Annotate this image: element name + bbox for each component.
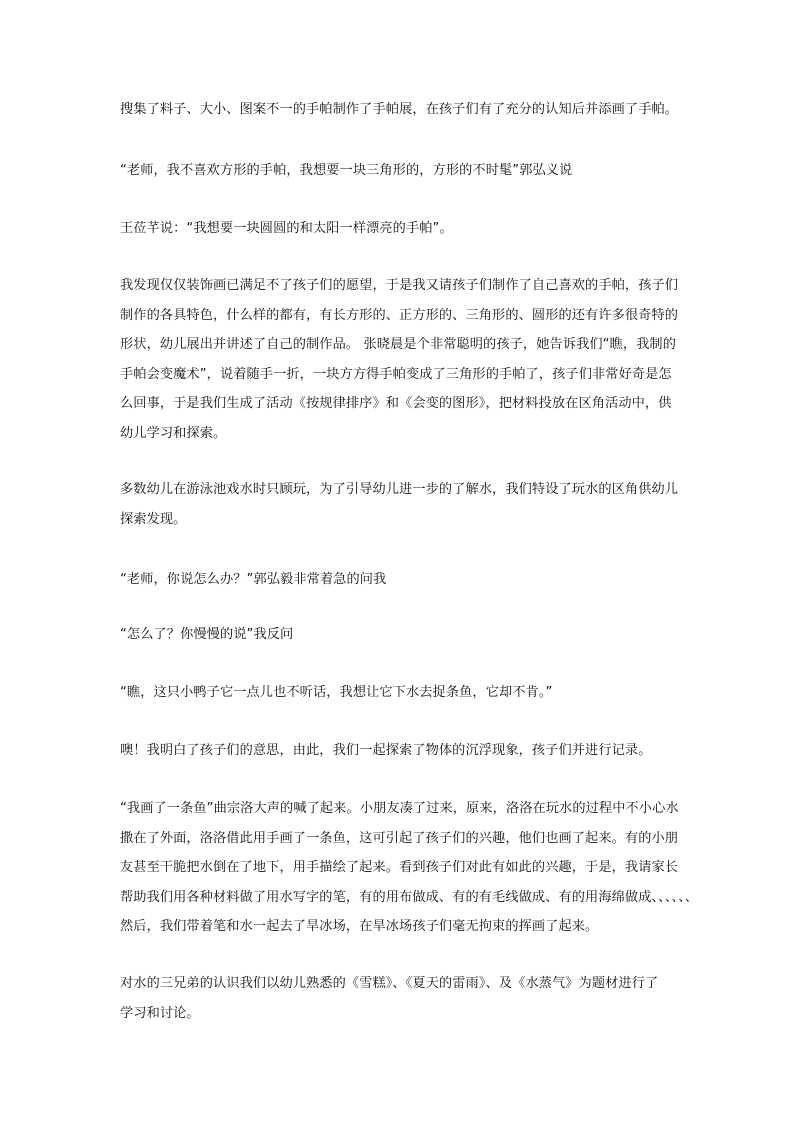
text-line: 对水的三兄弟的认识我们以幼儿熟悉的《雪糕》、《夏天的雷雨》、及《水蒸气》为题材进行了 [120,976,659,991]
text-line: 么回事，于是我们生成了活动《按规律排序》和《会变的图形》，把材料投放在区角活动中，供 [120,396,672,411]
text-line: 王莅芊说：“我想要一块圆圆的和太阳一样漂亮的手帕”。 [120,221,453,236]
text-line: “老师，你说怎么办？”郭弘毅非常着急的问我 [120,572,387,587]
text-line: 形状，幼儿展出并讲述了自己的制作品。 张晓晨是个非常聪明的孩子，她告诉我们“瞧，我制的 [120,337,677,352]
text-line: 制作的各具特色，什么样的都有，有长方形的、正方形的、三角形的、圆形的还有许多很奇特的 [120,307,679,323]
paragraph-floating-sinking [120,736,680,766]
text-line: “我画了一条鱼”曲宗洛大声的喊了起来。小朋友凑了过来，原来，洛洛在玩水的过程中不小心水 [120,801,679,816]
text-line: “老师，我不喜欢方形的手帕，我想要一块三角形的，方形的不时髦”郭弘义说 [120,163,573,178]
paragraph-own-handkerchiefs [120,271,680,448]
text-line: 友甚至干脆把水倒在了地下，用手描绘了起来。看到孩子们对此有如此的兴趣，于是，我请家长 [120,860,679,875]
text-line: 我发现仅仅装饰画已满足不了孩子们的愿望，于是我又请孩子们制作了自己喜欢的手帕，孩子们 [120,278,679,293]
paragraph-water-drawing [120,794,699,942]
paragraph-three-water-brothers [120,969,680,1028]
text-line: 撒在了外面，洛洛借此用手画了一条鱼，这可引起了孩子们的兴趣，他们也画了起来。有的小朋 [120,830,679,846]
paragraph-ask-back [120,620,680,650]
text-line: 帮助我们用各种材料做了用水写字的笔，有的用布做成、有的有毛线做成、有的用海绵做成、、、、、、 [120,889,699,905]
text-line: 手帕会变魔术”，说着随手一折，一块方方得手帕变成了三角形的手帕了，孩子们非常好奇是怎 [120,366,672,382]
text-line: 幼儿学习和探索。 [120,425,227,441]
text-line: 多数幼儿在游泳池戏水时只顾玩，为了引导幼儿进一步的了解水，我们特设了玩水的区角供幼儿 [120,482,679,497]
paragraph-handkerchief-exhibit [120,95,680,125]
paragraph-round-request [120,214,680,244]
text-line: 探索发现。 [120,511,187,527]
paragraph-water-play-corner [120,475,680,534]
paragraph-teacher-question [120,565,680,595]
paragraph-duck-story [120,678,680,708]
text-line: 然后，我们带着笔和水一起去了旱冰场，在旱冰场孩子们毫无拘束的挥画了起来。 [120,919,599,934]
paragraph-triangle-request [120,156,680,186]
text-line: 搜集了料子、大小、图案不一的手帕制作了手帕展，在孩子们有了充分的认知后并添画了手帕。 [120,102,679,117]
text-line: “瞧，这只小鸭子它一点儿也不听话，我想让它下水去捉条鱼，它却不肯。” [120,685,553,700]
text-line: 学习和讨论。 [120,1005,200,1021]
text-line: “怎么了？你慢慢的说”我反问 [120,627,294,642]
text-line: 噢！我明白了孩子们的意思，由此，我们一起探索了物体的沉浮现象，孩子们并进行记录。 [120,743,652,758]
